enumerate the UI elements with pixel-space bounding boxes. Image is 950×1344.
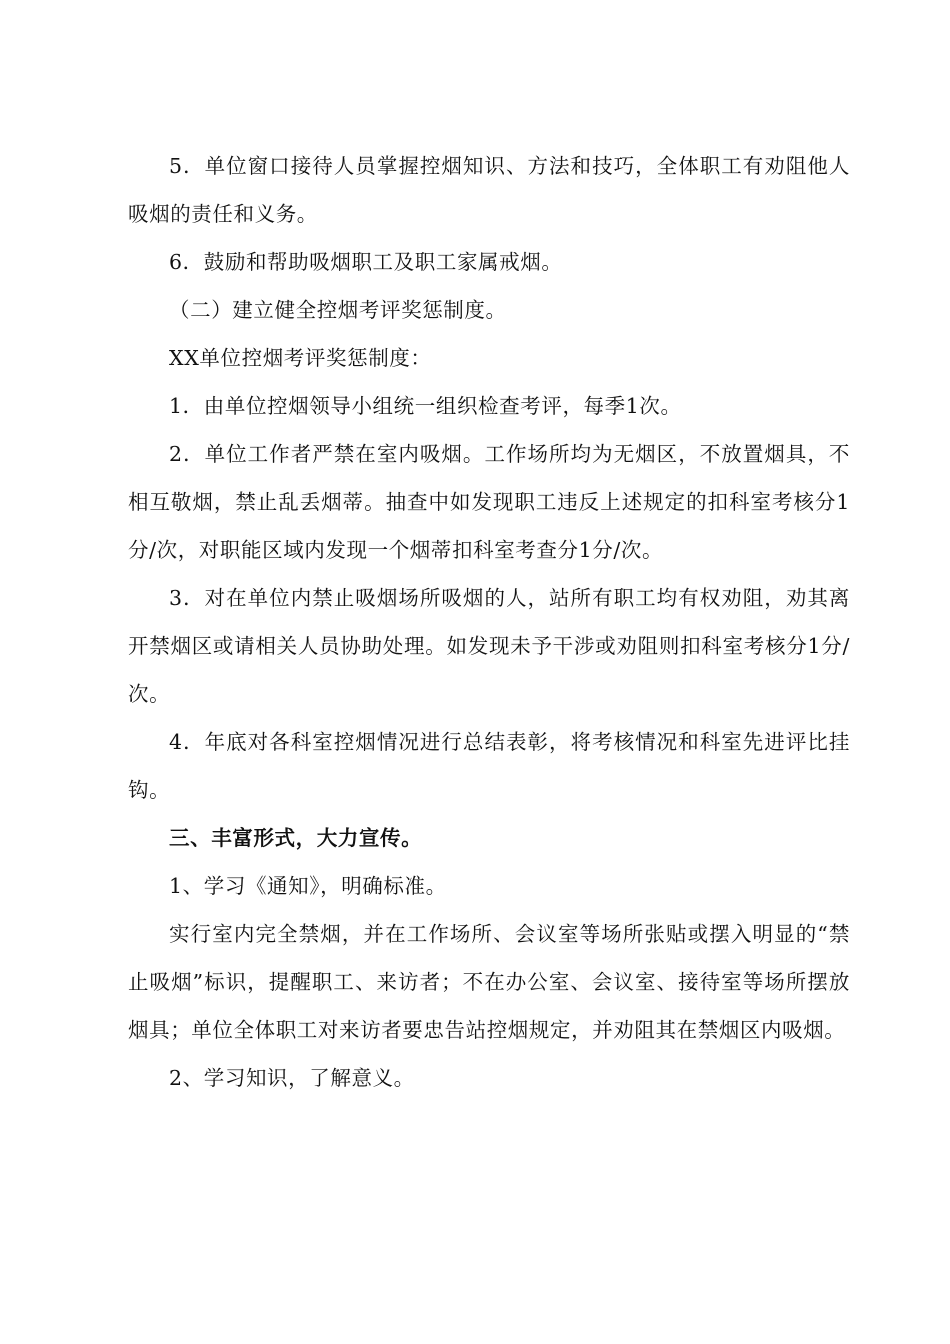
paragraph-item-5: 5．单位窗口接待人员掌握控烟知识、方法和技巧，全体职工有劝阻他人吸烟的责任和义务。 — [128, 154, 850, 226]
policy-item-3: 3．对在单位内禁止吸烟场所吸烟的人，站所有职工均有权劝阻，劝其离开禁烟区或请相关人员协助处理。如发现未予干涉或劝阻则扣科室考核分1分/次。 — [128, 586, 850, 706]
policy-item-1: 1．由单位控烟领导小组统一组织检查考评，每季1次。 — [169, 394, 682, 418]
body-paragraph: 实行室内完全禁烟，并在工作场所、会议室等场所张贴或摆入明显的“禁止吸烟”标识，提醒职工、来访者；不在办公室、会议室、接待室等场所摆放烟具；单位全体职工对来访者要忠告站控烟规定，并劝阻其在禁烟区内吸烟。 — [128, 922, 850, 1042]
subsection-heading-2: 2、学习知识，了解意义。 — [169, 1066, 415, 1090]
document-body — [128, 142, 850, 1102]
paragraph-item-6: 6．鼓励和帮助吸烟职工及职工家属戒烟。 — [169, 250, 563, 274]
subsection-heading-1: 1、学习《通知》，明确标准。 — [169, 874, 447, 898]
policy-item-2: 2．单位工作者严禁在室内吸烟。工作场所均为无烟区，不放置烟具，不相互敬烟，禁止乱丢烟蒂。抽查中如发现职工违反上述规定的扣科室考核分1分/次，对职能区域内发现一个烟蒂扣科室考查分1分/次。 — [128, 442, 850, 562]
policy-item-4: 4．年底对各科室控烟情况进行总结表彰，将考核情况和科室先进评比挂钩。 — [128, 730, 850, 802]
section-heading-2: （二）建立健全控烟考评奖惩制度。 — [169, 298, 507, 322]
policy-title: XX单位控烟考评奖惩制度： — [169, 346, 432, 370]
section-heading-3: 三、丰富形式，大力宣传。 — [169, 826, 423, 850]
